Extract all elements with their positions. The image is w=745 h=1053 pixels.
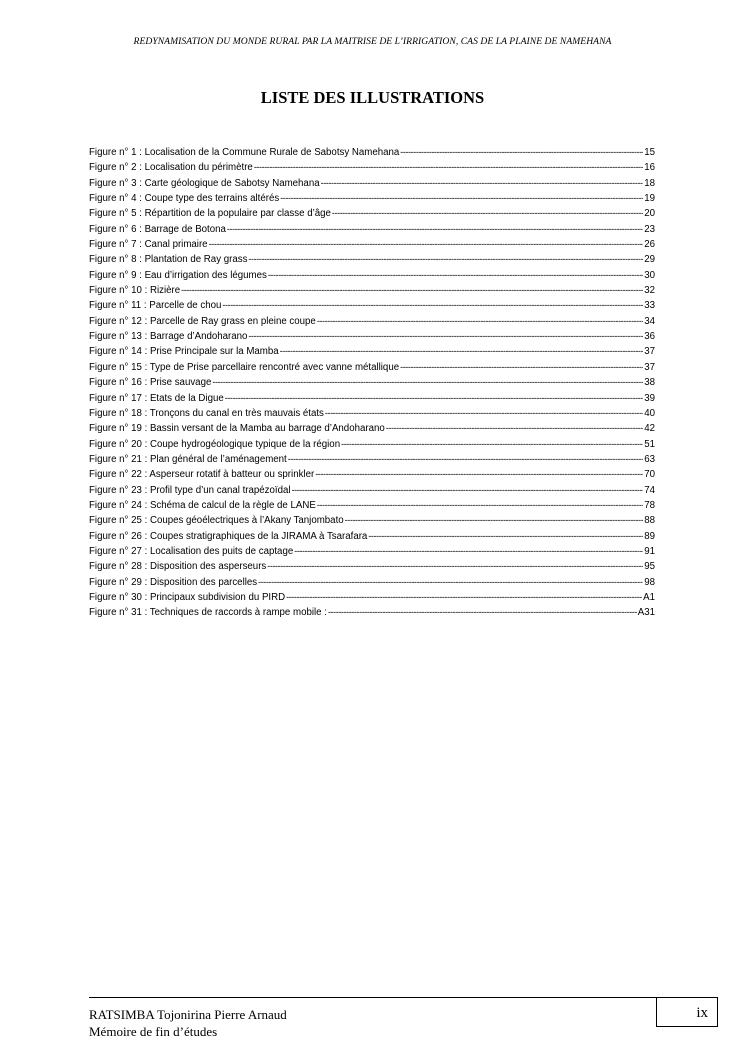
figure-list-item (89, 314, 655, 329)
figure-page-number: 63 (644, 453, 655, 465)
dot-leader (212, 375, 643, 390)
figure-caption: Figure n° 22 : Asperseur rotatif à batteur ou sprinkler (89, 469, 315, 481)
page-number: ix (656, 997, 718, 1027)
figure-page-number: 36 (644, 331, 655, 343)
dot-leader (368, 529, 643, 544)
figure-caption: Figure n° 10 : Rizière (89, 285, 181, 297)
dot-leader (294, 544, 643, 559)
figure-page-number: 98 (644, 576, 655, 588)
figure-page-number: 95 (644, 561, 655, 573)
figure-page-number: 88 (644, 515, 655, 527)
figure-page-number: 30 (644, 269, 655, 281)
figure-caption: Figure n° 24 : Schéma de calcul de la règle de LANE (89, 499, 316, 511)
dot-leader (386, 421, 643, 436)
figure-list-item (89, 252, 655, 267)
figure-page-number: A1 (643, 591, 655, 603)
figure-page-number: 18 (644, 177, 655, 189)
figure-page-number: 33 (644, 300, 655, 312)
dot-leader (325, 406, 643, 421)
dot-leader (400, 360, 643, 375)
figure-page-number: 37 (644, 361, 655, 373)
figure-caption: Figure n° 4 : Coupe type des terrains altérés (89, 193, 280, 205)
figure-page-number: 39 (644, 392, 655, 404)
figure-caption: Figure n° 14 : Prise Principale sur la Mamba (89, 346, 279, 358)
figure-list-item (89, 176, 655, 191)
dot-leader (328, 605, 637, 620)
figure-page-number: 20 (644, 208, 655, 220)
dot-leader (248, 329, 643, 344)
figure-list-item (89, 590, 655, 605)
figure-page-number: 32 (644, 285, 655, 297)
figure-list-item (89, 268, 655, 283)
figure-caption: Figure n° 27 : Localisation des puits de captage (89, 545, 294, 557)
figure-page-number: 34 (644, 315, 655, 327)
figure-caption: Figure n° 6 : Barrage de Botona (89, 223, 226, 235)
figure-caption: Figure n° 23 : Profil type d’un canal trapézoïdal (89, 484, 291, 496)
figure-list-item (89, 237, 655, 252)
dot-leader (209, 237, 644, 252)
dot-leader (286, 590, 642, 605)
figure-page-number: 19 (644, 193, 655, 205)
figure-caption: Figure n° 13 : Barrage d’Andoharano (89, 331, 248, 343)
figure-list-item (89, 375, 655, 390)
figure-page-number: 78 (644, 499, 655, 511)
figure-caption: Figure n° 8 : Plantation de Ray grass (89, 254, 248, 266)
figure-caption: Figure n° 31 : Techniques de raccords à rampe mobile : (89, 607, 327, 619)
figure-caption: Figure n° 25 : Coupes géoélectriques à l’Akany Tanjombato (89, 515, 344, 527)
footer-subtitle: Mémoire de fin d’études (89, 1024, 218, 1039)
figure-list-item (89, 529, 655, 544)
dot-leader (317, 314, 643, 329)
figure-caption: Figure n° 20 : Coupe hydrogéologique typique de la région (89, 438, 341, 450)
dot-leader (181, 283, 643, 298)
figure-list-item (89, 437, 655, 452)
dot-leader (268, 268, 643, 283)
dot-leader (292, 483, 644, 498)
figure-list-item (89, 559, 655, 574)
figure-page-number: 29 (644, 254, 655, 266)
figure-caption: Figure n° 26 : Coupes stratigraphiques de la JIRAMA à Tsarafara (89, 530, 368, 542)
figure-list-item (89, 206, 655, 221)
figure-caption: Figure n° 7 : Canal primaire (89, 239, 208, 251)
dot-leader (332, 206, 643, 221)
figure-list (89, 145, 655, 621)
figure-caption: Figure n° 2 : Localisation du périmètre (89, 162, 253, 174)
figure-list-item (89, 575, 655, 590)
figure-list-item (89, 344, 655, 359)
figure-list-item (89, 191, 655, 206)
dot-leader (341, 437, 643, 452)
figure-caption: Figure n° 30 : Principaux subdivision du PIRD (89, 591, 286, 603)
figure-list-item (89, 160, 655, 175)
figure-list-item (89, 222, 655, 237)
figure-caption: Figure n° 15 : Type de Prise parcellaire rencontré avec vanne métallique (89, 361, 400, 373)
figure-page-number: 89 (644, 530, 655, 542)
figure-page-number: 74 (644, 484, 655, 496)
dot-leader (248, 252, 643, 267)
dot-leader (345, 513, 644, 528)
figure-caption: Figure n° 11 : Parcelle de chou (89, 300, 222, 312)
figure-caption: Figure n° 5 : Répartition de la populaire par classe d’âge (89, 208, 331, 220)
dot-leader (288, 452, 643, 467)
figure-page-number: 38 (644, 377, 655, 389)
dot-leader (280, 191, 643, 206)
footer-rule (89, 997, 656, 998)
figure-list-item (89, 513, 655, 528)
running-header: REDYNAMISATION DU MONDE RURAL PAR LA MAITRISE DE L’IRRIGATION, CAS DE LA PLAINE DE NAMEHANA (133, 36, 612, 47)
figure-list-item (89, 283, 655, 298)
figure-caption: Figure n° 12 : Parcelle de Ray grass en pleine coupe (89, 315, 316, 327)
figure-list-item (89, 298, 655, 313)
figure-page-number: 26 (644, 239, 655, 251)
figure-list-item (89, 544, 655, 559)
footer-author: RATSIMBA Tojonirina Pierre Arnaud (89, 1007, 287, 1022)
dot-leader (321, 176, 644, 191)
figure-page-number: 51 (644, 438, 655, 450)
figure-list-item (89, 406, 655, 421)
dot-leader (227, 222, 643, 237)
figure-list-item (89, 452, 655, 467)
figure-caption: Figure n° 3 : Carte géologique de Sabotsy Namehana (89, 177, 320, 189)
figure-caption: Figure n° 9 : Eau d’irrigation des légumes (89, 269, 267, 281)
figure-caption: Figure n° 1 : Localisation de la Commune Rurale de Sabotsy Namehana (89, 147, 400, 158)
page-title: LISTE DES ILLUSTRATIONS (260, 88, 485, 107)
figure-page-number: 91 (644, 545, 655, 557)
figure-page-number: 40 (644, 407, 655, 419)
figure-list-item (89, 498, 655, 513)
figure-page-number: 42 (644, 423, 655, 435)
figure-list-item (89, 605, 655, 620)
figure-page-number: 37 (644, 346, 655, 358)
dot-leader (400, 145, 643, 160)
figure-page-number: A31 (637, 607, 655, 619)
dot-leader (222, 298, 643, 313)
figure-page-number: 70 (644, 469, 655, 481)
figure-list-item (89, 145, 655, 160)
figure-caption: Figure n° 19 : Bassin versant de la Mamba au barrage d’Andoharano (89, 423, 385, 435)
dot-leader (317, 498, 643, 513)
figure-caption: Figure n° 29 : Disposition des parcelles (89, 576, 258, 588)
dot-leader (315, 467, 643, 482)
figure-list-item (89, 467, 655, 482)
figure-list-item (89, 421, 655, 436)
dot-leader (267, 559, 643, 574)
dot-leader (280, 344, 644, 359)
dot-leader (254, 160, 643, 175)
figure-caption: Figure n° 16 : Prise sauvage (89, 377, 212, 389)
figure-page-number: 16 (644, 162, 655, 174)
figure-page-number: 15 (644, 147, 655, 158)
figure-caption: Figure n° 17 : Etats de la Digue (89, 392, 224, 404)
figure-page-number: 23 (644, 223, 655, 235)
figure-list-item (89, 391, 655, 406)
figure-list-item (89, 483, 655, 498)
figure-list-item (89, 329, 655, 344)
dot-leader (258, 575, 643, 590)
figure-list-item (89, 360, 655, 375)
figure-caption: Figure n° 18 : Tronçons du canal en très mauvais états (89, 407, 324, 419)
figure-caption: Figure n° 28 : Disposition des asperseurs (89, 561, 267, 573)
figure-caption: Figure n° 21 : Plan général de l’aménagement (89, 453, 287, 465)
dot-leader (225, 391, 643, 406)
